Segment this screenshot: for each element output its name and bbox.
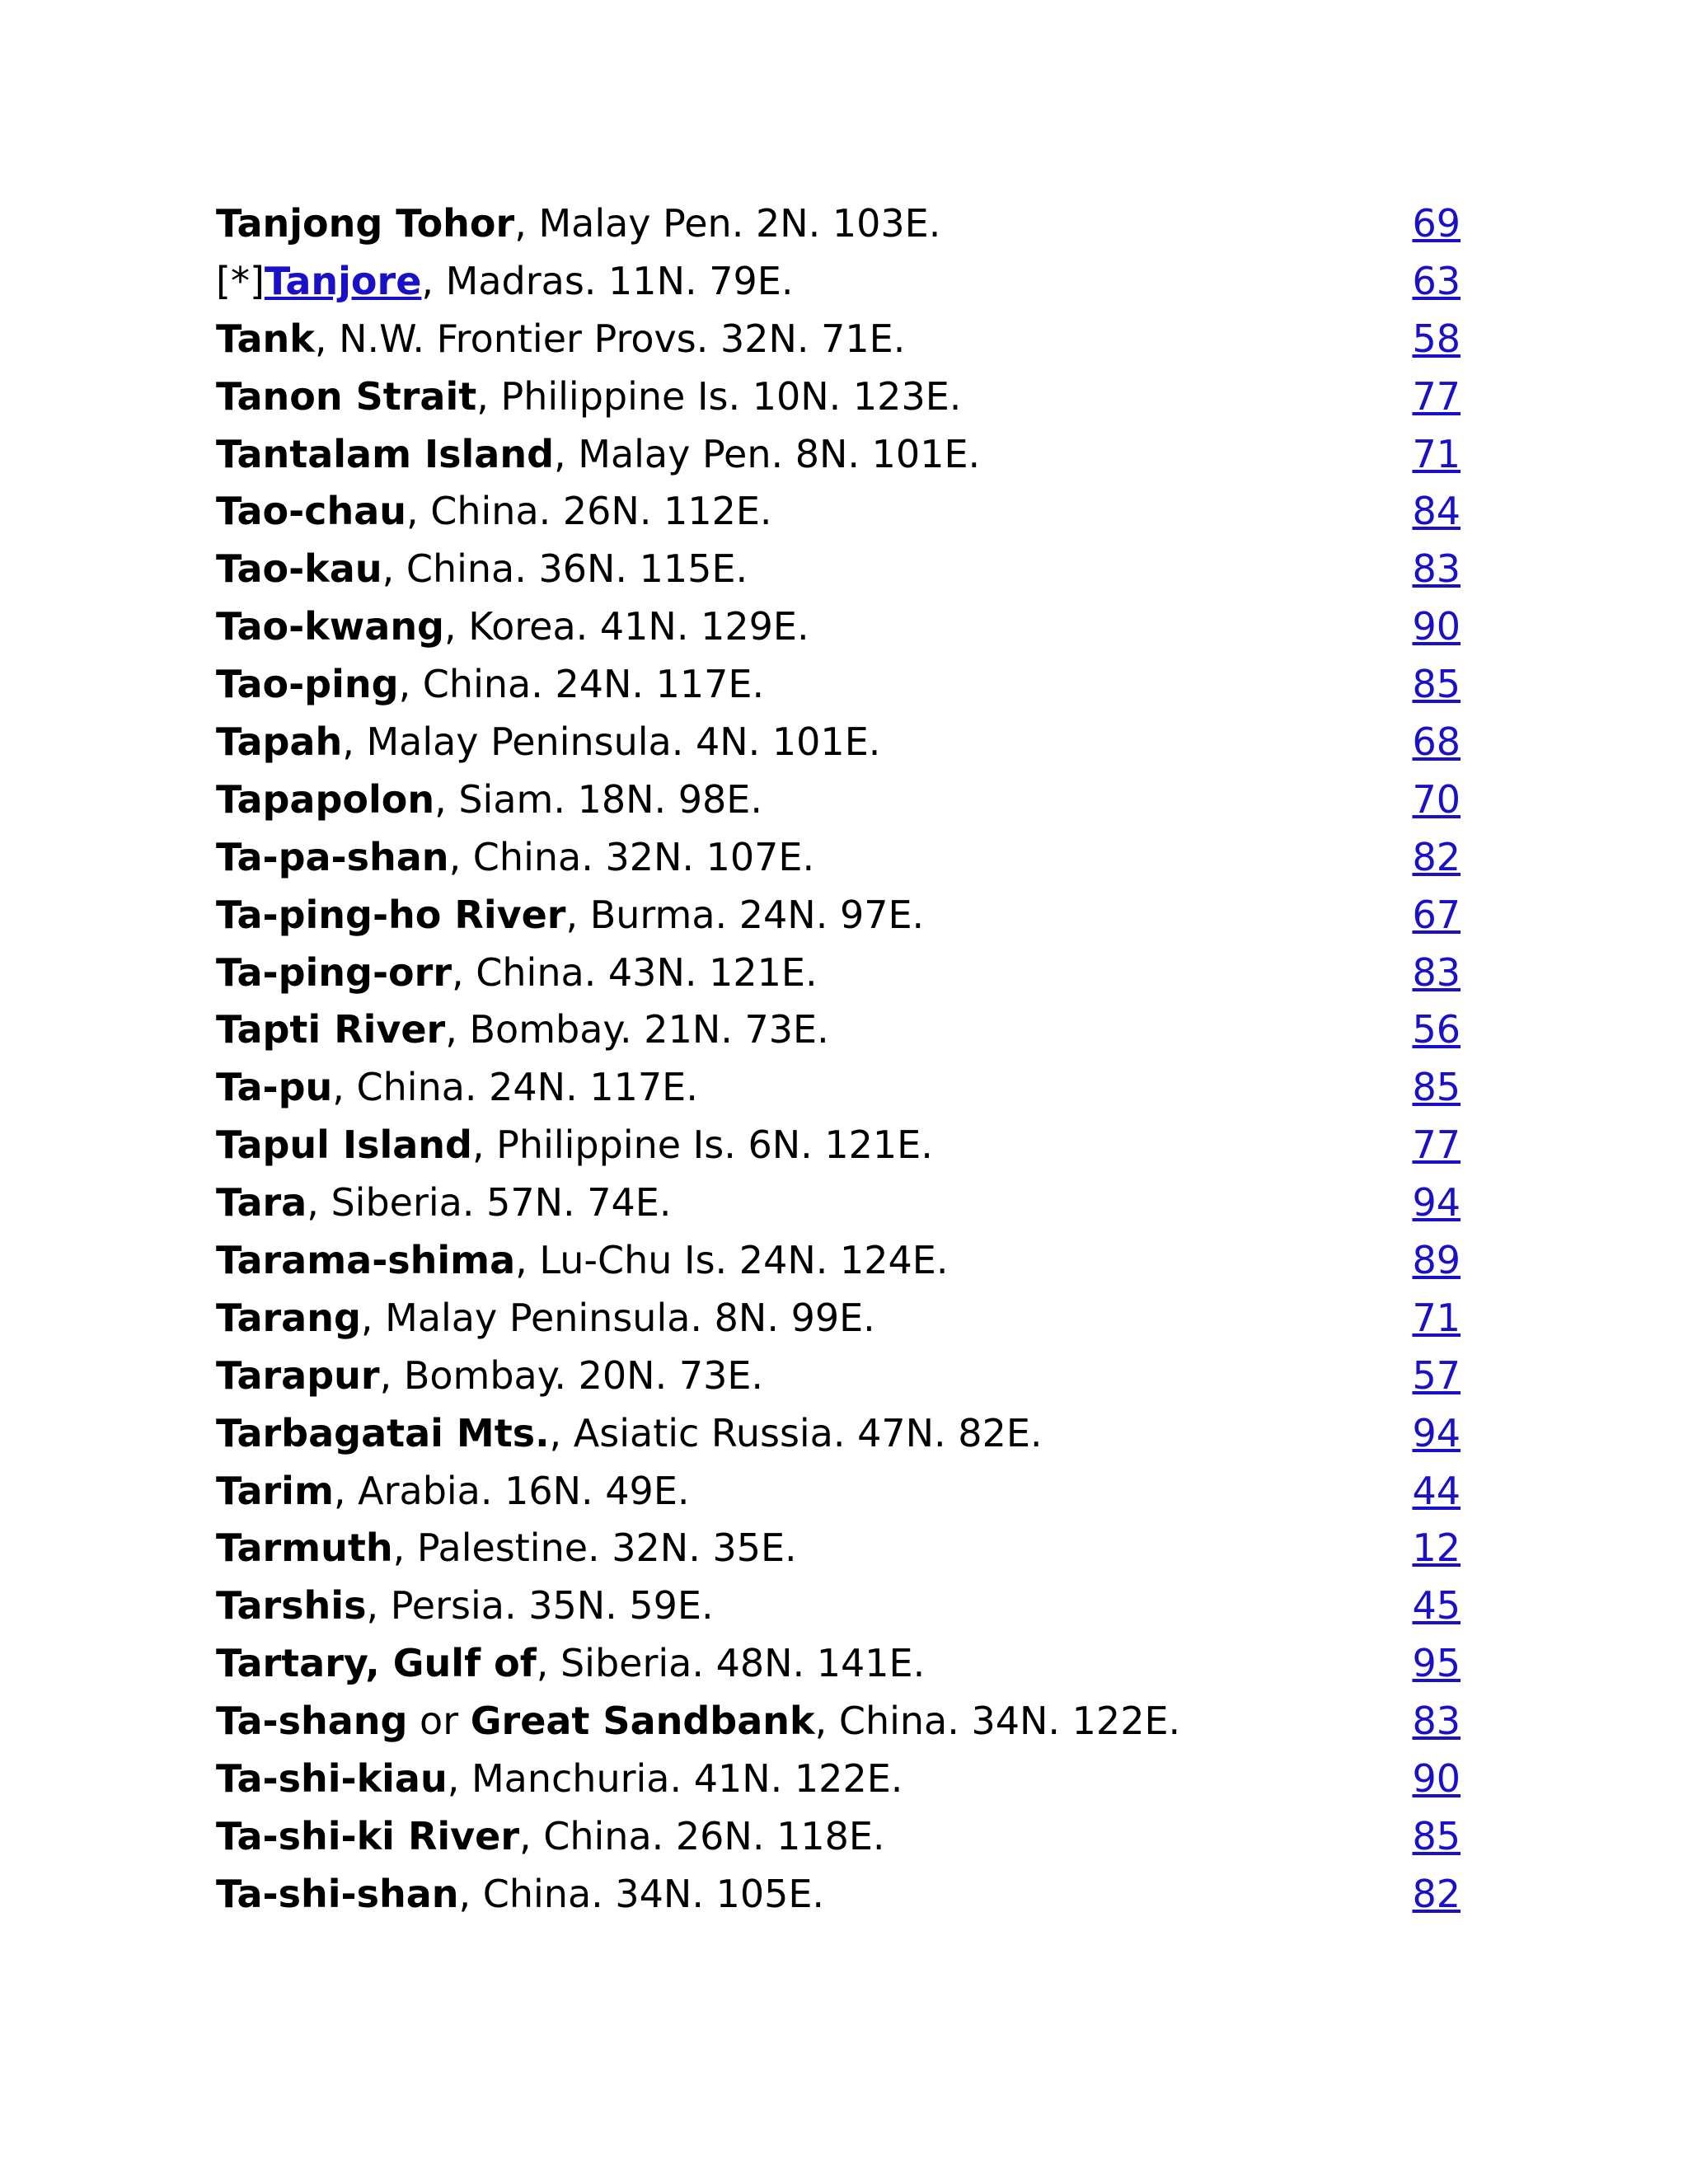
place-location: , China. 24N. 117E.	[332, 1065, 698, 1110]
place-name: Ta-pu	[216, 1065, 333, 1110]
entry-text	[216, 887, 924, 944]
gazetteer-entry	[216, 1750, 1461, 1808]
entry-text	[216, 195, 940, 253]
entry-text	[216, 483, 772, 541]
place-location: , China. 24N. 117E.	[398, 662, 765, 707]
gazetteer-entry	[216, 1232, 1461, 1290]
place-name: Ta-ping-orr	[216, 949, 452, 995]
gazetteer-entry	[216, 714, 1461, 771]
entry-text	[216, 656, 764, 714]
entry-text	[216, 1750, 903, 1808]
entry-text	[216, 598, 809, 656]
entry-text	[216, 1808, 885, 1866]
gazetteer-entry	[216, 887, 1461, 944]
entry-text	[216, 1347, 763, 1405]
entry-text	[216, 1463, 690, 1521]
page-link[interactable]: 71	[1412, 431, 1461, 476]
entry-text	[216, 1059, 698, 1117]
place-name: Tarim	[216, 1468, 334, 1513]
gazetteer-entry	[216, 253, 1461, 311]
gazetteer-entry	[216, 195, 1461, 253]
place-location: , Siberia. 48N. 141E.	[536, 1641, 926, 1686]
place-location: , China. 34N. 122E.	[814, 1699, 1181, 1744]
entry-text	[216, 1577, 714, 1635]
page-link[interactable]: 83	[1412, 1699, 1461, 1744]
page-link[interactable]: 77	[1412, 1122, 1461, 1168]
place-location: , Bombay. 21N. 73E.	[445, 1007, 829, 1052]
place-name: Ta-shi-shan	[216, 1871, 459, 1916]
gazetteer-entry	[216, 771, 1461, 829]
page-link[interactable]: 71	[1412, 1295, 1461, 1340]
place-location: , China. 26N. 112E.	[406, 489, 772, 534]
place-location: , China. 36N. 115E.	[382, 546, 748, 592]
page-link[interactable]: 94	[1412, 1180, 1461, 1226]
entry-text	[216, 1520, 797, 1577]
gazetteer-entry	[216, 944, 1461, 1002]
gazetteer-entry	[216, 483, 1461, 541]
place-location: , Asiatic Russia. 47N. 82E.	[549, 1410, 1043, 1455]
entry-text	[216, 253, 793, 311]
page-link[interactable]: 57	[1412, 1352, 1461, 1398]
place-location: , Palestine. 32N. 35E.	[392, 1526, 797, 1571]
gazetteer-entry	[216, 1117, 1461, 1174]
gazetteer-entry	[216, 1174, 1461, 1232]
place-name: Tao-kwang	[216, 604, 444, 649]
page-link[interactable]: 58	[1412, 316, 1461, 361]
place-location: , Siam. 18N. 98E.	[434, 776, 762, 822]
place-location: , Siberia. 57N. 74E.	[307, 1180, 672, 1226]
page-link[interactable]: 44	[1412, 1468, 1461, 1513]
page-link[interactable]: 90	[1412, 1756, 1461, 1802]
entry-text	[216, 426, 980, 484]
page-link[interactable]: 77	[1412, 373, 1461, 419]
page-link[interactable]: 69	[1412, 201, 1461, 246]
gazetteer-entry	[216, 1405, 1461, 1463]
entry-text	[216, 1866, 824, 1924]
page-link[interactable]: 85	[1412, 1813, 1461, 1858]
place-name: Tao-kau	[216, 546, 382, 592]
place-name: Tarang	[216, 1295, 361, 1340]
place-location: , Philippine Is. 6N. 121E.	[471, 1122, 933, 1168]
page-link[interactable]: 82	[1412, 834, 1461, 879]
place-name: Tapti River	[216, 1007, 446, 1052]
place-name: Ta-ping-ho River	[216, 892, 566, 937]
entry-text	[216, 368, 961, 426]
gazetteer-entry	[216, 1693, 1461, 1750]
place-location: , Madras. 11N. 79E.	[421, 258, 794, 303]
gazetteer-entry	[216, 541, 1461, 598]
place-location: , China. 32N. 107E.	[448, 834, 815, 879]
place-location: , Burma. 24N. 97E.	[565, 892, 925, 937]
entry-text	[216, 771, 762, 829]
gazetteer-entry	[216, 1001, 1461, 1059]
place-location: , Korea. 41N. 129E.	[444, 604, 809, 649]
entry-text	[216, 1693, 1180, 1750]
place-location: , Malay Pen. 2N. 103E.	[514, 201, 941, 246]
page-link[interactable]: 85	[1412, 662, 1461, 707]
place-name: Tara	[216, 1180, 307, 1226]
gazetteer-entry	[216, 829, 1461, 887]
place-name: Tanjong Tohor	[216, 201, 515, 246]
entry-text	[216, 1174, 671, 1232]
place-location: , Persia. 35N. 59E.	[366, 1583, 714, 1629]
place-name: Tapapolon	[216, 776, 435, 822]
entry-text	[216, 1232, 948, 1290]
page-link[interactable]: 70	[1412, 776, 1461, 822]
gazetteer-entry	[216, 426, 1461, 484]
gazetteer-entry	[216, 1808, 1461, 1866]
page-link[interactable]: 94	[1412, 1410, 1461, 1455]
place-name: Tao-ping	[216, 662, 399, 707]
page-link[interactable]: 12	[1412, 1526, 1461, 1571]
place-name: Ta-shang	[216, 1699, 408, 1744]
place-location: , China. 26N. 118E.	[519, 1813, 885, 1858]
page-link[interactable]: 89	[1412, 1238, 1461, 1283]
page-link[interactable]: 90	[1412, 604, 1461, 649]
place-location: , China. 43N. 121E.	[452, 949, 818, 995]
entry-text	[216, 944, 818, 1002]
place-name: Tartary, Gulf of	[216, 1641, 537, 1686]
gazetteer-entry	[216, 1347, 1461, 1405]
place-name: Tarapur	[216, 1352, 380, 1398]
entry-text	[216, 1635, 925, 1693]
page-link[interactable]: 84	[1412, 489, 1461, 534]
page-link[interactable]: 56	[1412, 1007, 1461, 1052]
place-name: Tarbagatai Mts.	[216, 1410, 550, 1455]
gazetteer-entry	[216, 1059, 1461, 1117]
entry-text	[216, 829, 814, 887]
place-name: Tao-chau	[216, 489, 406, 534]
gazetteer-entry	[216, 656, 1461, 714]
place-location: , N.W. Frontier Provs. 32N. 71E.	[314, 316, 906, 361]
place-location: , Malay Peninsula. 4N. 101E.	[342, 719, 881, 765]
page-link[interactable]: 95	[1412, 1641, 1461, 1686]
alternate-place-name: Great Sandbank	[470, 1699, 815, 1744]
entry-text	[216, 541, 748, 598]
entry-text	[216, 714, 880, 771]
page-link[interactable]: 45	[1412, 1583, 1461, 1629]
gazetteer-list	[216, 195, 1461, 1924]
footnote-marker: [*]	[216, 258, 265, 303]
page-link[interactable]: 85	[1412, 1065, 1461, 1110]
entry-text	[216, 1117, 933, 1174]
place-location: , China. 34N. 105E.	[458, 1871, 825, 1916]
gazetteer-entry	[216, 1520, 1461, 1577]
page-link[interactable]: 82	[1412, 1871, 1461, 1916]
gazetteer-entry	[216, 1577, 1461, 1635]
gazetteer-entry	[216, 1290, 1461, 1347]
place-name: Tarmuth	[216, 1526, 393, 1571]
place-name: Tantalam Island	[216, 431, 555, 476]
place-name-link[interactable]: Tanjore	[264, 258, 422, 303]
entry-text	[216, 1001, 829, 1059]
place-location: , Malay Peninsula. 8N. 99E.	[360, 1295, 875, 1340]
gazetteer-entry	[216, 368, 1461, 426]
entry-text	[216, 1405, 1043, 1463]
gazetteer-entry	[216, 311, 1461, 368]
place-name: Tank	[216, 316, 315, 361]
entry-text	[216, 1290, 875, 1347]
place-location: , Philippine Is. 10N. 123E.	[476, 373, 962, 419]
gazetteer-entry	[216, 1866, 1461, 1924]
place-name: Ta-pa-shan	[216, 834, 449, 879]
place-name: Tapul Island	[216, 1122, 472, 1168]
place-name: Ta-shi-ki River	[216, 1813, 519, 1858]
place-location: , Lu-Chu Is. 24N. 124E.	[515, 1238, 949, 1283]
place-location: , Manchuria. 41N. 122E.	[447, 1756, 903, 1802]
page-link[interactable]: 83	[1412, 949, 1461, 995]
place-name: Tapah	[216, 719, 343, 765]
place-name: Tarama-shima	[216, 1238, 516, 1283]
place-location: , Bombay. 20N. 73E.	[379, 1352, 764, 1398]
place-location: , Malay Pen. 8N. 101E.	[554, 431, 981, 476]
entry-text	[216, 311, 905, 368]
place-name: Tarshis	[216, 1583, 367, 1629]
page-link[interactable]: 63	[1412, 258, 1461, 303]
name-connector: or	[407, 1699, 471, 1744]
gazetteer-entry	[216, 1635, 1461, 1693]
place-name: Ta-shi-kiau	[216, 1756, 448, 1802]
place-name: Tanon Strait	[216, 373, 477, 419]
page-link[interactable]: 67	[1412, 892, 1461, 937]
page-link[interactable]: 83	[1412, 546, 1461, 592]
place-location: , Arabia. 16N. 49E.	[333, 1468, 690, 1513]
gazetteer-entry	[216, 598, 1461, 656]
page-link[interactable]: 68	[1412, 719, 1461, 765]
gazetteer-entry	[216, 1463, 1461, 1521]
